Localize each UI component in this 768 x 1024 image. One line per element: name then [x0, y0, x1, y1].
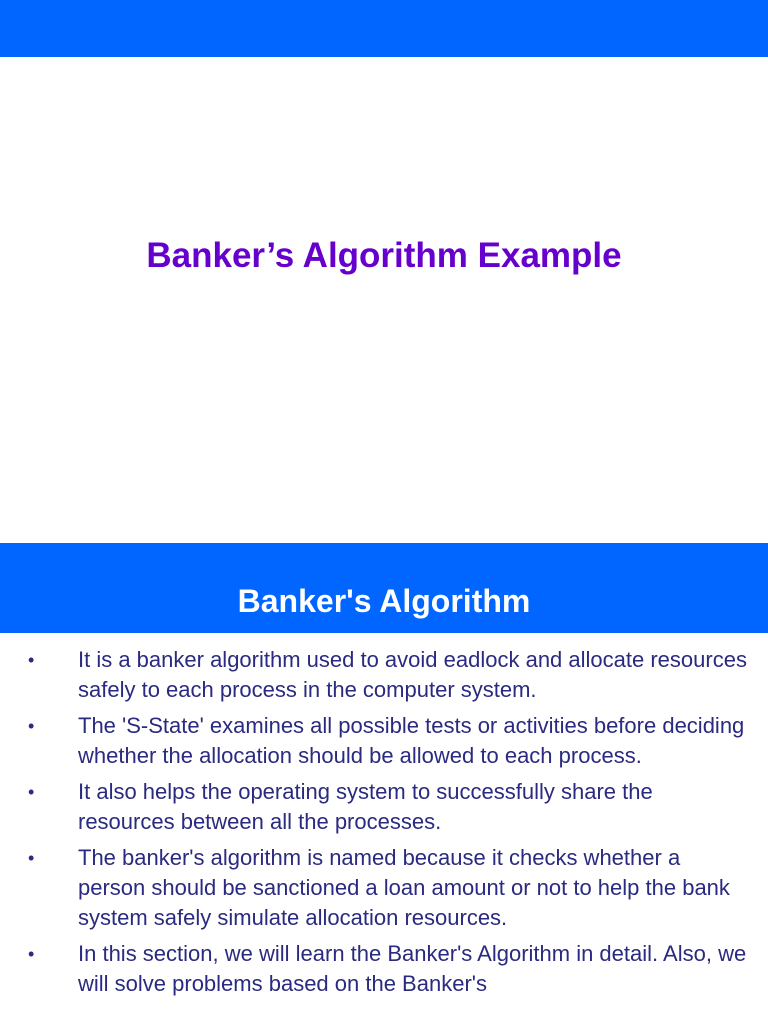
bullet-dot-icon: •: [28, 782, 35, 802]
slide-2: [0, 543, 768, 1024]
slide-1-title: Banker’s Algorithm Example: [146, 236, 622, 275]
slide-2-title: Banker's Algorithm: [237, 583, 531, 619]
bullet-dot-icon: •: [28, 716, 35, 736]
bullet-text: The 'S-State' examines all possible tests or activities before deciding whether the allocation should be allowed to each process.: [78, 713, 745, 768]
bullet-text: It also helps the operating system to successfully share the resources between all the processes.: [78, 779, 653, 834]
bullet-item: [0, 777, 768, 837]
bullet-item: [0, 843, 768, 933]
bullet-dot-icon: •: [28, 944, 35, 964]
bullet-text: In this section, we will learn the Banker's Algorithm in detail. Also, we will solve problems based on the Banker's: [78, 941, 747, 996]
bullet-text: The banker's algorithm is named because it checks whether a person should be sanctioned a loan amount or not to help the bank system safely simulate allocation resources.: [78, 845, 730, 930]
bullet-item: [0, 645, 768, 705]
bullet-dot-icon: •: [28, 650, 35, 670]
bullet-item: [0, 939, 768, 999]
slide-1-header-bar: [0, 0, 768, 57]
bullet-dot-icon: •: [28, 848, 35, 868]
bullet-item: [0, 711, 768, 771]
bullet-list: [0, 645, 768, 1005]
bullet-text: It is a banker algorithm used to avoid eadlock and allocate resources safely to each process in the computer system.: [78, 647, 747, 702]
